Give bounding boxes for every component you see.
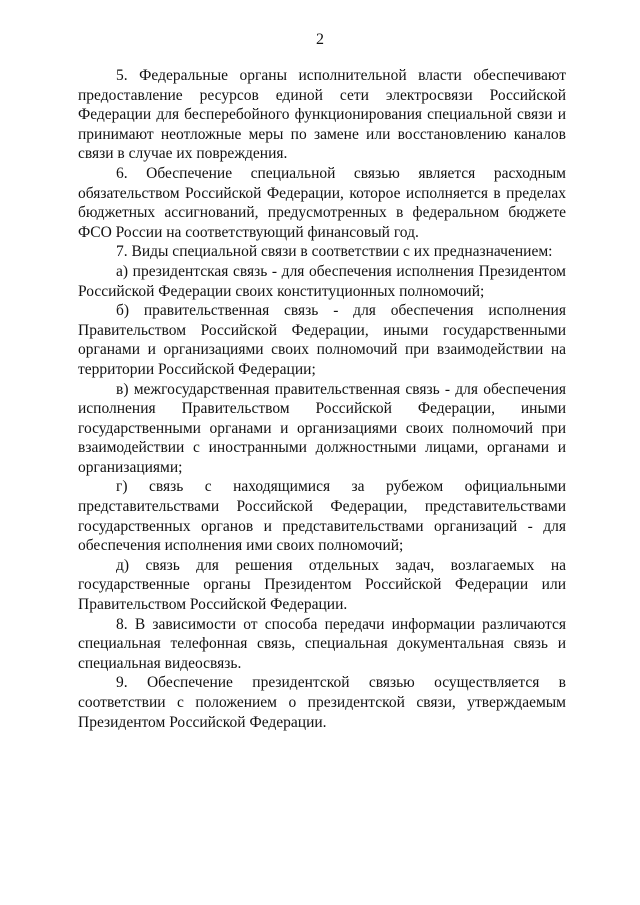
paragraph-item-6: 6. Обеспечение специальной связью является расходным обязательством Российской Федерации, которое исполняется в пределах бюджетных ассигнований, предусмотренных в федеральном бюджете ФСО России на соответствующий финансовый год. [78, 164, 566, 241]
paragraph-item-5: 5. Федеральные органы исполнительной власти обеспечивают предоставление ресурсов единой сети электросвязи Российской Федерации для бесперебойного функционирования специальной связи и принимают неотложные меры по замене или восстановлению каналов связи в случае их повреждения. [78, 67, 566, 163]
paragraph-item-9: 9. Обеспечение президентской связью осуществляется в соответствии с положением о президентской связи, утверждаемым Президентом Российской Федерации. [78, 674, 566, 731]
subitem-a: а) президентская связь - для обеспечения исполнения Президентом Российской Федерации своих конституционных полномочий; [78, 262, 566, 300]
paragraph-item-8: 8. В зависимости от способа передачи информации различаются специальная телефонная связь, специальная документальная связь и специальная видеосвязь. [78, 615, 566, 672]
subitem-d: д) связь для решения отдельных задач, возлагаемых на государственные органы Президентом Российской Федерации или Правительством Российской Федерации. [78, 556, 566, 614]
paragraph-item-7: 7. Виды специальной связи в соответствии с их предназначением: [116, 243, 553, 261]
page-number: 2 [316, 31, 324, 48]
subitem-g: г) связь с находящимися за рубежом официальными представительствами Российской Федерации, представительствами государственных органов и представительствами организаций - для обеспечения исполнения ими своих полномочий; [78, 478, 566, 555]
document-body [78, 66, 566, 732]
subitem-v: в) межгосударственная правительственная связь - для обеспечения исполнения Правительством Российской Федерации, иными государственными органами и организациями своих полномочий при взаимодействии с иностранными должностными лицами, органами и организациями; [78, 380, 566, 476]
subitem-b: б) правительственная связь - для обеспечения исполнения Правительством Российской Федерации, иными государственными органами и организациями своих полномочий при взаимодействии на территории Российской Федерации; [78, 302, 566, 378]
